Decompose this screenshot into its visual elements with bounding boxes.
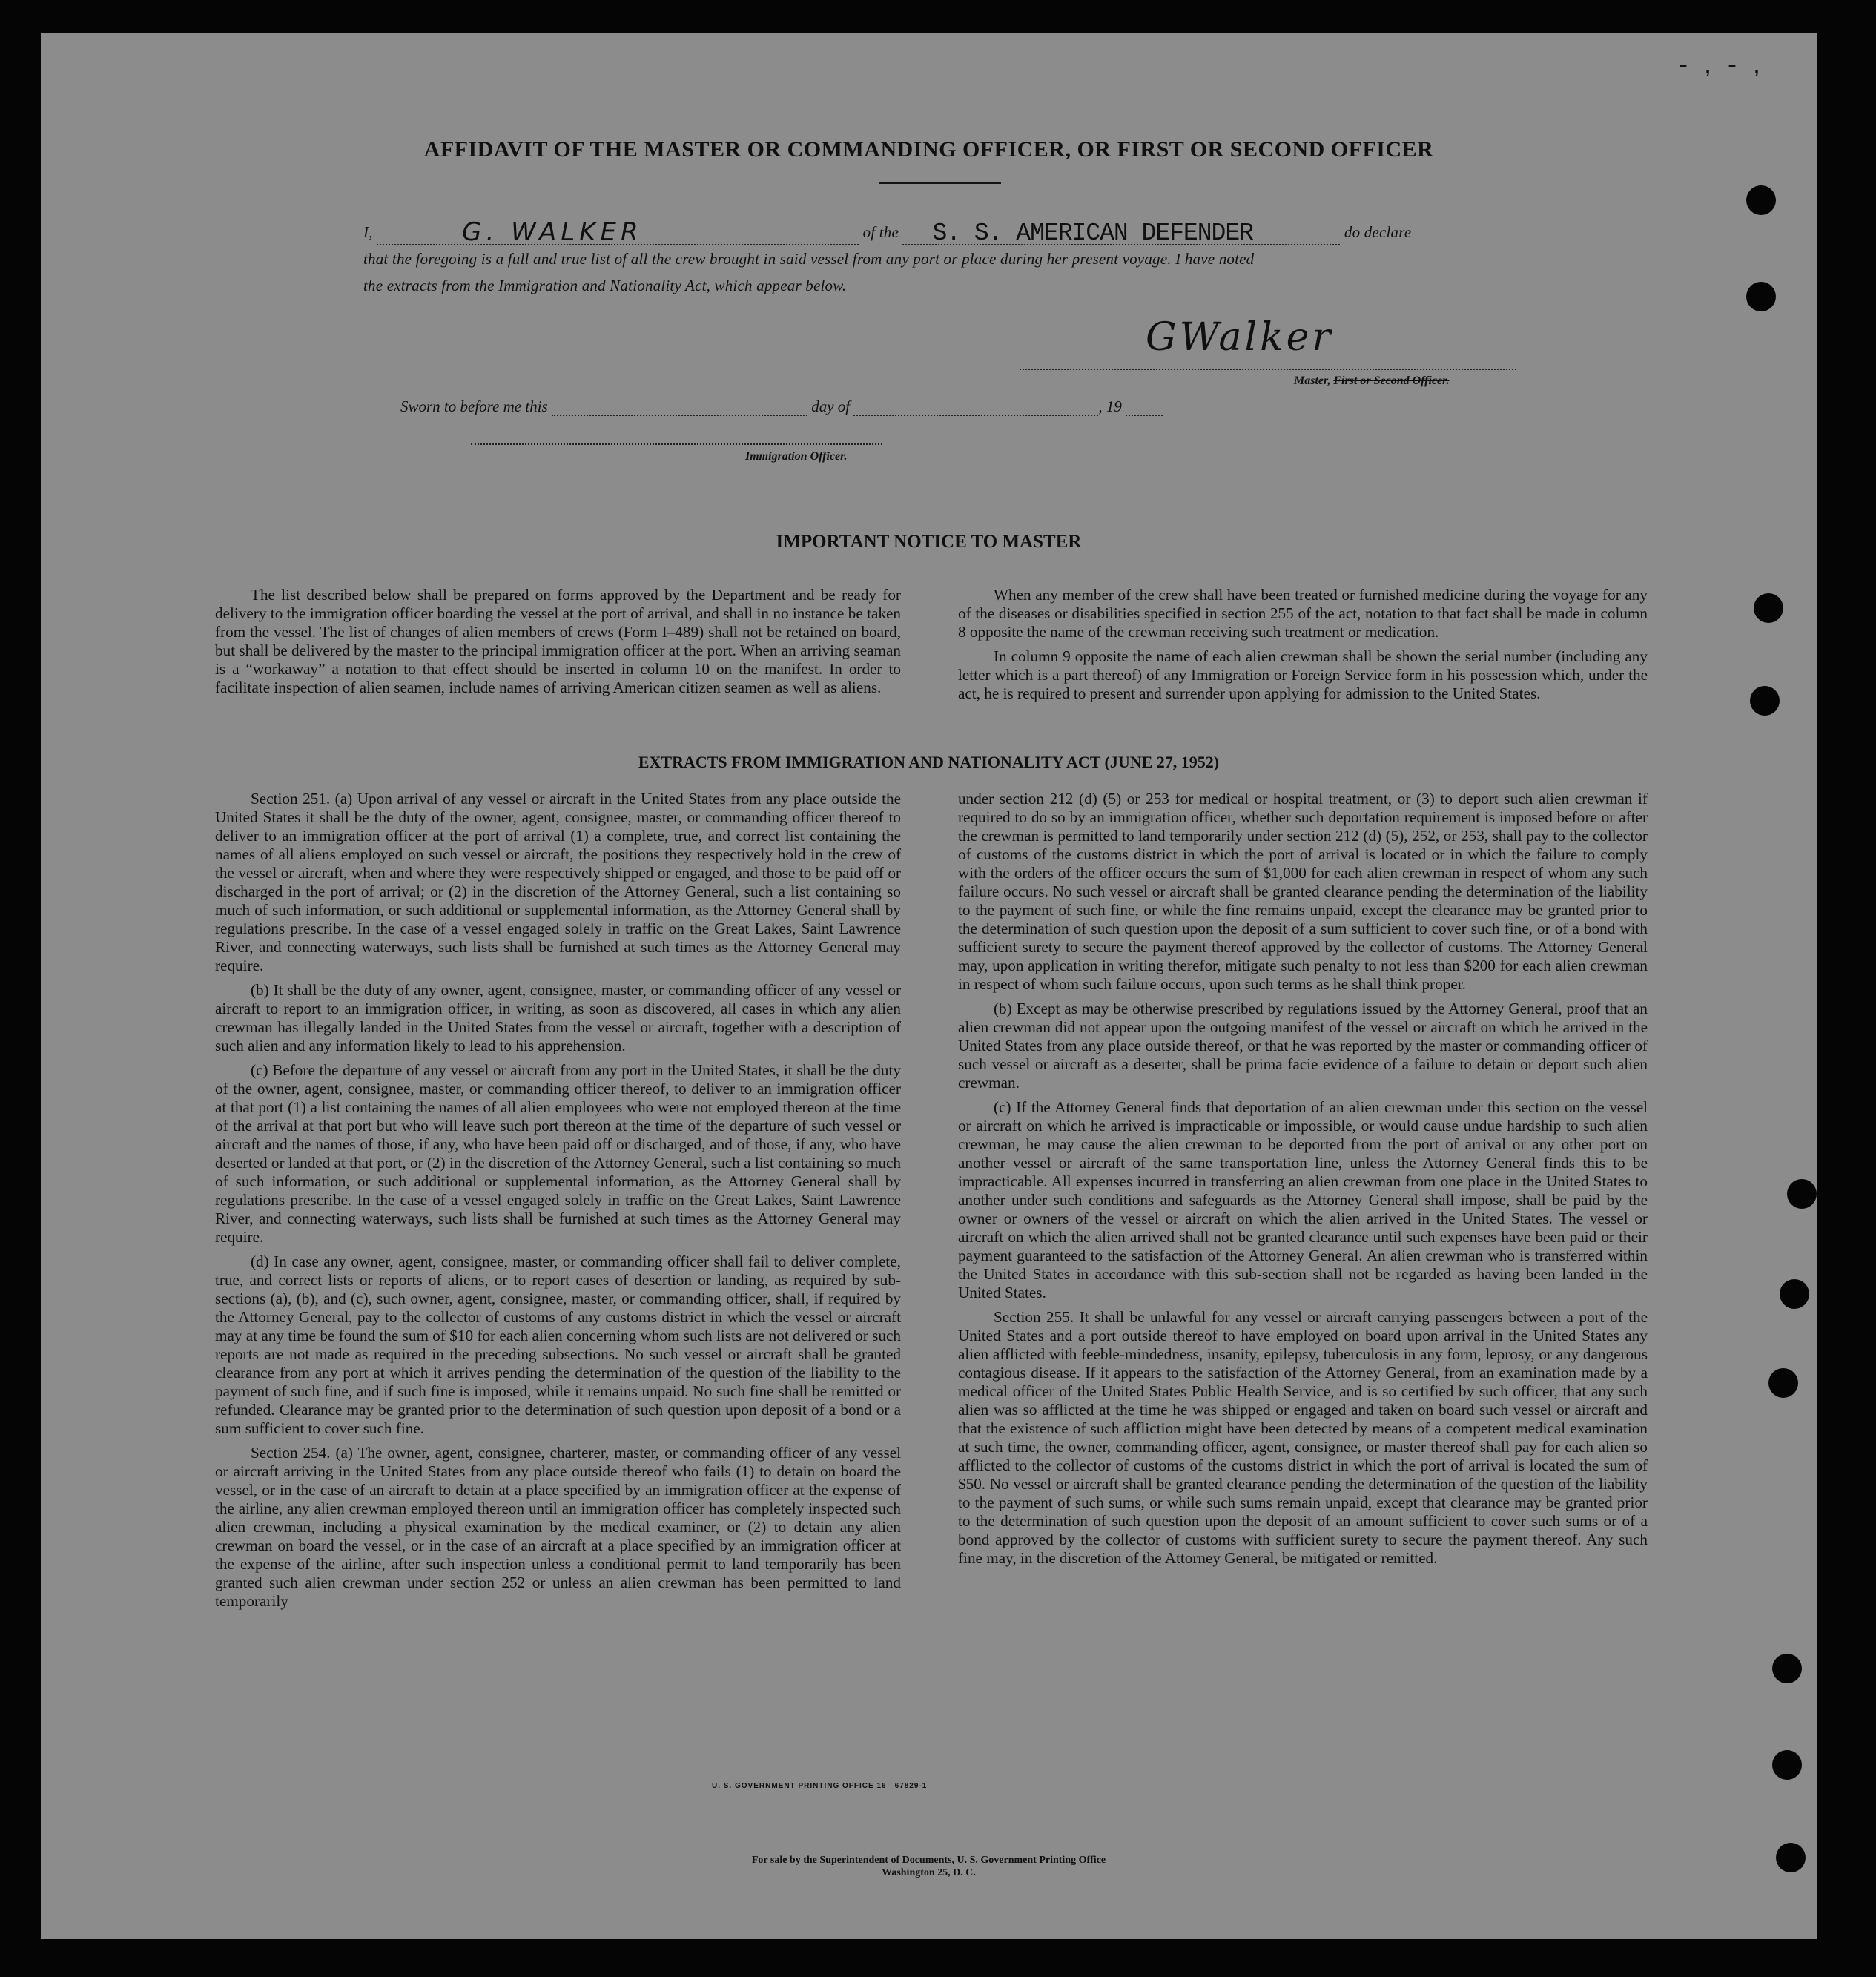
gpo-imprint: U. S. GOVERNMENT PRINTING OFFICE 16—67829-1 [712,1782,928,1790]
immigration-officer-label: Immigration Officer. [745,450,848,463]
section-251a: Section 251. (a) Upon arrival of any vessel or aircraft in the United States from any place outside the United States it shall be the duty of the owner, agent, consignee, master, or commanding officer thereof to deliver to an immigration officer at the port of arrival (1) a complete, true, and correct list containing the names of all aliens employed on such vessel or aircraft, the positions they respectively hold in the crew of the vessel or aircraft, when and where they were respectively shipped or engaged, and those to be paid off or discharged in the port of arrival; or (2) in the discretion of the Attorney General, such a list containing so much of such information, or such additional or supplemental information, as the Attorney General shall by regulations prescribe. In the case of a vessel engaged solely in traffic on the Great Lakes, Saint Lawrence River, and connecting waterways, such lists shall be furnished at such times as the Attorney General may require. [215,790,901,974]
master-label-text: Master, [1294,374,1331,387]
act-extracts-title: EXTRACTS FROM IMMIGRATION AND NATIONALITY ACT (JUNE 27, 1952) [638,753,1220,771]
section-254a: Section 254. (a) The owner, agent, consignee, charterer, master, or commanding officer of any vessel or aircraft arriving in the United States from any place outside thereof who fails (1) to detain on board the vessel, or in the case of an aircraft to detain at a place specified by an immigration officer at the expense of the airline, any alien crewman employed thereon until an immigration officer has completely inspected such alien crewman, including a physical examination by the medical examiner, or (2) to detain any alien crewman on board the vessel, or in the case of an aircraft at a place specified by an immigration officer at the expense of the airline, after such inspection unless a conditional permit to land temporarily has been granted such alien crewman under section 252 or unless an alien crewman has been permitted to land temporarily [215,1444,901,1610]
sworn-month-field[interactable] [853,395,1098,416]
punch-hole-icon [1787,1179,1817,1209]
corner-marks: - , - , [1679,48,1765,79]
act-left-column [215,790,901,1617]
section-254a-continued: under section 212 (d) (5) or 253 for medical or hospital treatment, or (3) to deport such alien crewman if required to do so by an immigration officer, whether such deportation requirement is imposed before or after the crewman is permitted to land temporarily under section 212 (d) (5), 252, or 253, shall pay to the collector of customs of the customs district in which the port of arrival is located or in which the failure to comply with the orders of the officer occurs the sum of $1,000 for each alien crewman in respect of whom any such failure occurs. No such vessel or aircraft shall be granted clearance pending the determination of the liability to the payment of such fine, or while the fine remains unpaid, except the clearance may be granted prior to the determination of such question upon the deposit of a sum sufficient to cover such fine, or of a bond with sufficient surety to secure the payment thereof approved by the collector of customs. The Attorney General may, upon application in writing therefor, mitigate such penalty to not less than $200 for each alien crewman in respect of whom such failure occurs, upon such terms as he shall think proper. [958,790,1648,993]
immigration-officer-line[interactable] [471,443,882,445]
declaration-line-1 [363,219,1550,245]
punch-hole-icon [1772,1654,1802,1683]
title-rule [879,182,1001,184]
form-page [41,33,1817,1939]
affidavit-title: AFFIDAVIT OF THE MASTER OR COMMANDING OFFICER, OR FIRST OR SECOND OFFICER [423,137,1434,162]
declaration-block [363,219,1550,299]
i-label: I, [363,223,373,241]
declaration-line-3: the extracts from the Immigration and Nationality Act, which appear below. [363,277,847,294]
punch-hole-icon [1746,185,1776,215]
struck-officer-label: First or Second Officer. [1333,374,1450,387]
declaration-line-2: that the foregoing is a full and true list of all the crew brought in said vessel from any port or place during her present voyage. I have noted [363,250,1255,268]
notice-paragraph: The list described below shall be prepared on forms approved by the Department and be ready for delivery to the immigration officer boarding the vessel at the port of arrival, and shall in no instance be taken from the vessel. The list of changes of alien members of crews (Form I–489) shall not be retained on board, but shall be delivered by the master to the principal immigration officer at the port. When an arriving seaman is a “workaway” a notation to that effect should be inserted in column 10 on the manifest. In order to facilitate inspection of alien seamen, include names of arriving American citizen seamen as well as aliens. [215,586,901,696]
signature-line[interactable] [1020,369,1516,370]
notice-title: IMPORTANT NOTICE TO MASTER [776,532,1082,552]
punch-hole-icon [1780,1279,1809,1309]
vessel-name: S. S. AMERICAN DEFENDER [932,220,1253,247]
for-sale-line-1: For sale by the Superintendent of Documents, U. S. Government Printing Office [751,1855,1106,1866]
of-the-label: of the [862,223,899,241]
sworn-year-field[interactable] [1126,395,1163,416]
section-251b: (b) It shall be the duty of any owner, agent, consignee, master, or commanding officer of any vessel or aircraft to report to an immigration officer, in writing, as soon as discovered, all cases in which any alien crewman has illegally landed in the United States from the vessel or aircraft, together with a description of such alien and any information likely to lead to his apprehension. [215,981,901,1054]
section-251d: (d) In case any owner, agent, consignee, master, or commanding officer shall fail to deliver complete, true, and correct lists or reports of aliens, or to report cases of desertion or landing, as required by sub-sections (a), (b), and (c), such owner, agent, consignee, master, or commanding officer, shall, if required by the Attorney General, pay to the collector of customs of any customs district in which the vessel or aircraft may at any time be found the sum of $10 for each alien concerning whom such lists are not delivered or such reports are not made as required in the preceding subsections. No such vessel or aircraft shall be granted clearance from any port at which it arrives pending the determination of the question of the liability to the payment of such fine, and if such fine is imposed, while it remains unpaid. No such fine shall be remitted or refunded. Clearance may be granted prior to the determination of such question upon deposit of a bond or a sum sufficient to cover such fine. [215,1252,901,1437]
punch-hole-icon [1772,1750,1802,1780]
sworn-line [400,395,1163,416]
sworn-day-field[interactable] [552,395,807,416]
do-declare-label: do declare [1344,223,1412,241]
for-sale-line-2: Washington 25, D. C. [882,1867,976,1878]
punch-hole-icon [1746,282,1776,311]
master-label [1294,374,1450,388]
year-label: , 19 [1098,397,1122,415]
punch-hole-icon [1754,593,1783,623]
notice-paragraph: When any member of the crew shall have been treated or furnished medicine during the voyage for any of the diseases or disabilities specified in section 255 of the act, notation to that fact shall be made in column 8 opposite the name of the crewman receiving such treatment or medication. [958,586,1648,641]
punch-hole-icon [1750,686,1780,716]
notice-paragraph: In column 9 opposite the name of each alien crewman shall be shown the serial number (including any letter which is a part thereof) of any Immigration or Foreign Service form in his possession which, under the act, he is required to present and surrender upon applying for admission to the United States. [958,647,1648,702]
sworn-label: Sworn to before me this [400,397,548,415]
for-sale-notice [41,1854,1817,1879]
section-254b: (b) Except as may be otherwise prescribed by regulations issued by the Attorney General, proof that an alien crewman did not appear upon the outgoing manifest of the vessel or aircraft on which he arrived in the United States from any place outside thereof, or that he was reported by the master or commanding officer of such vessel or aircraft as a deserter, shall be prima facie evidence of a failure to detain or deport such alien crewman. [958,1000,1648,1092]
notice-right-column [958,586,1648,709]
notice-left-column [215,586,901,703]
section-255: Section 255. It shall be unlawful for any vessel or aircraft carrying passengers between a port of the United States and a port outside thereof to have employed on board upon arrival in the United States any alien afflicted with feeble-mindedness, insanity, epilepsy, tuberculosis in any form, leprosy, or any dangerous contagious disease. If it appears to the satisfaction of the Attorney General, from an examination made by a medical officer of the United States Public Health Service, and is so certified by such officer, that any such alien was so afflicted at the time he was shipped or engaged and taken on board such vessel or aircraft and that the existence of such affliction might have been detected by means of a competent medical examination at such time, the owner, commanding officer, agent, consignee, or master thereof shall pay for each alien so afflicted to the collector of customs of the customs district in which the port of arrival is located the sum of $50. No vessel or aircraft shall be granted clearance pending the determination of the question of the liability to the payment of such sums, or while such sums remain unpaid, except that clearance may be granted prior to the determination of such question upon the deposit of an amount sufficient to cover such sums or of a bond approved by the collector of customs with sufficient surety to secure the payment thereof. Any such fine may, in the discretion of the Attorney General, be mitigated or remitted. [958,1308,1648,1567]
officer-name-field[interactable] [377,217,859,247]
section-251c: (c) Before the departure of any vessel or aircraft from any port in the United States, it shall be the duty of the owner, agent, consignee, master, or commanding officer thereof, to deliver to an immigration officer at that port (1) a list containing the names of all alien employees who were not employed thereon at the time of the arrival at that port but who will leave such port thereon at the time of the departure of such vessel or aircraft and the names of those, if any, who have been paid off or discharged, and of those, if any, who have deserted or landed at that port, or (2) in the discretion of the Attorney General, such a list containing so much of such information, or such additional or supplemental information, as the Attorney General shall by regulations prescribe. In the case of a vessel engaged solely in traffic on the Great Lakes, Saint Lawrence River, and connecting waterways, such lists shall be furnished at such times as the Attorney General may require. [215,1061,901,1246]
punch-hole-icon [1768,1368,1798,1398]
master-signature: GWalker [1146,315,1334,360]
section-254c: (c) If the Attorney General finds that deportation of an alien crewman under this section on the vessel or aircraft on which he arrived is impracticable or impossible, or would cause undue hardship to such alien crewman, he may cause the alien crewman to be deported from the port of arrival or any other port on another vessel or aircraft of the same transportation line, unless the Attorney General finds this to be impracticable. All expenses incurred in transferring an alien crewman from one place in the United States to another under such conditions and safeguards as the Attorney General shall impose, shall be paid by the owner or owners of the vessel or aircraft on which the alien arrived in the United States. The vessel or aircraft on which the alien arrived shall not be granted clearance until such expenses have been paid or their payment guaranteed to the satisfaction of the Attorney General. An alien crewman who is transferred within the United States in accordance with this sub-section shall not be regarded as having been landed in the United States. [958,1098,1648,1301]
act-right-column [958,790,1648,1574]
vessel-name-field[interactable] [902,222,1340,245]
day-of-label: day of [811,397,851,415]
officer-name: G. WALKER [462,217,643,247]
